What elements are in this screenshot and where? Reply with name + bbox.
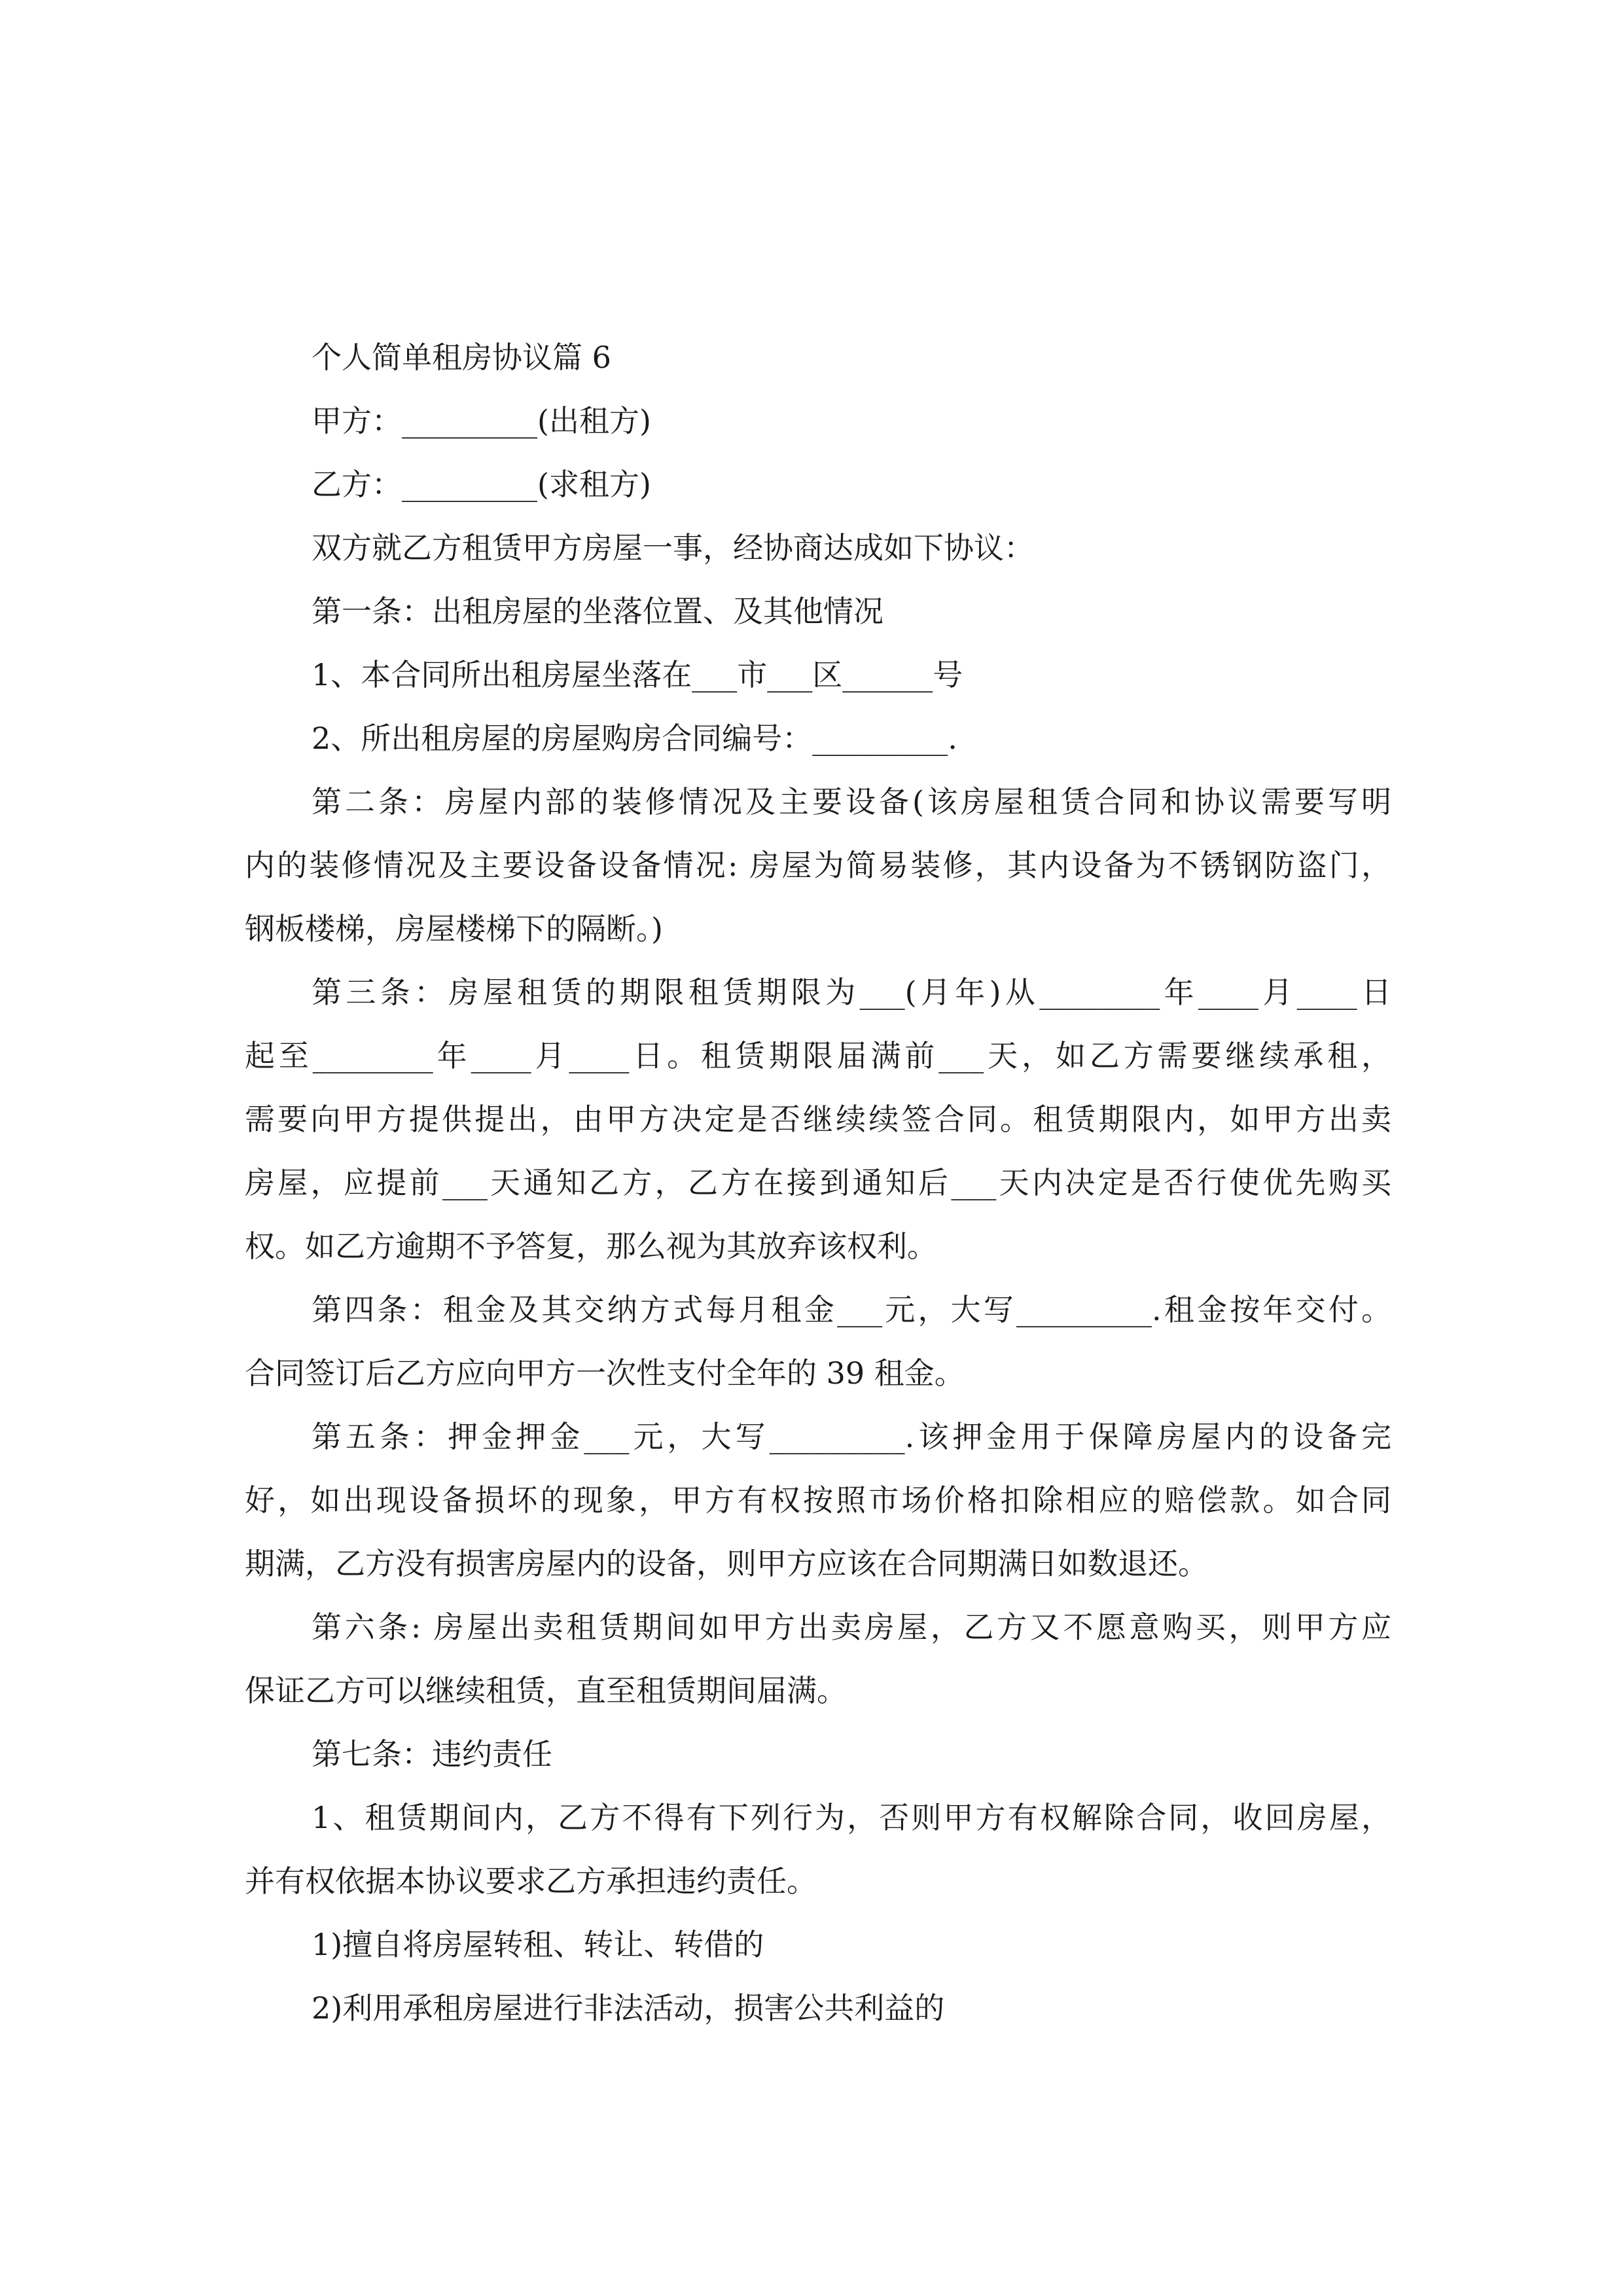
article-1-item-2: 2、所出租房屋的房屋购房合同编号：_________. [312, 721, 957, 756]
party-b-line: 乙方：_________(求租方) [312, 467, 651, 502]
article-3-line-4: 房屋，应提前___天通知乙方，乙方在接到通知后___天内决定是否行使优先购买 [245, 1165, 1391, 1200]
article-1-heading: 第一条：出租房屋的坐落位置、及其他情况 [312, 594, 883, 629]
article-7-sub-1: 1)擅自将房屋转租、转让、转借的 [312, 1927, 764, 1962]
article-2-line-2: 内的装修情况及主要设备设备情况: 房屋为简易装修，其内设备为不锈钢防盗门， [245, 848, 1391, 883]
article-5-line-2: 好，如出现设备损坏的现象，甲方有权按照市场价格扣除相应的赔偿款。如合同 [245, 1482, 1391, 1518]
article-6-line-1: 第六条: 房屋出卖租赁期间如甲方出卖房屋，乙方又不愿意购买，则甲方应 [312, 1609, 1391, 1645]
article-1-item-1: 1、本合同所出租房屋坐落在___市___区______号 [312, 657, 963, 692]
article-4-line-1: 第四条：租金及其交纳方式每月租金___元，大写_________.租金按年交付。 [312, 1292, 1391, 1327]
article-2-line-1: 第二条：房屋内部的装修情况及主要设备(该房屋租赁合同和协议需要写明 [312, 784, 1391, 819]
article-7-item-1-line-2: 并有权依据本协议要求乙方承担违约责任。 [245, 1863, 817, 1899]
agreement-intro: 双方就乙方租赁甲方房屋一事，经协商达成如下协议： [312, 530, 1034, 565]
article-5-line-3: 期满，乙方没有损害房屋内的设备，则甲方应该在合同期满日如数退还。 [245, 1546, 1208, 1581]
document-body [245, 326, 1391, 2040]
article-7-sub-2: 2)利用承租房屋进行非法活动，损害公共利益的 [312, 1990, 945, 2026]
article-4-line-2: 合同签订后乙方应向甲方一次性支付全年的 39 租金。 [245, 1355, 965, 1391]
article-6-line-2: 保证乙方可以继续租赁，直至租赁期间届满。 [245, 1673, 847, 1708]
article-7-item-1-line-1: 1、租赁期间内，乙方不得有下列行为，否则甲方有权解除合同，收回房屋， [312, 1800, 1391, 1835]
party-a-line: 甲方：_________(出租方) [312, 403, 651, 439]
article-2-line-3: 钢板楼梯，房屋楼梯下的隔断。) [245, 911, 663, 946]
article-3-line-5: 权。如乙方逾期不予答复，那么视为其放弃该权利。 [245, 1229, 937, 1264]
article-3-line-2: 起至________年____月____日。租赁期限届满前___天，如乙方需要继续承租， [245, 1038, 1391, 1073]
article-3-line-3: 需要向甲方提供提出，由甲方决定是否继续续签合同。租赁期限内，如甲方出卖 [245, 1102, 1391, 1137]
article-3-line-1: 第三条：房屋租赁的期限租赁期限为___(月年)从________年____月____日 [312, 975, 1391, 1010]
document-title: 个人简单租房协议篇 6 [312, 340, 611, 375]
article-7-heading: 第七条：违约责任 [312, 1736, 552, 1772]
article-5-line-1: 第五条：押金押金___元，大写_________.该押金用于保障房屋内的设备完 [312, 1419, 1391, 1454]
